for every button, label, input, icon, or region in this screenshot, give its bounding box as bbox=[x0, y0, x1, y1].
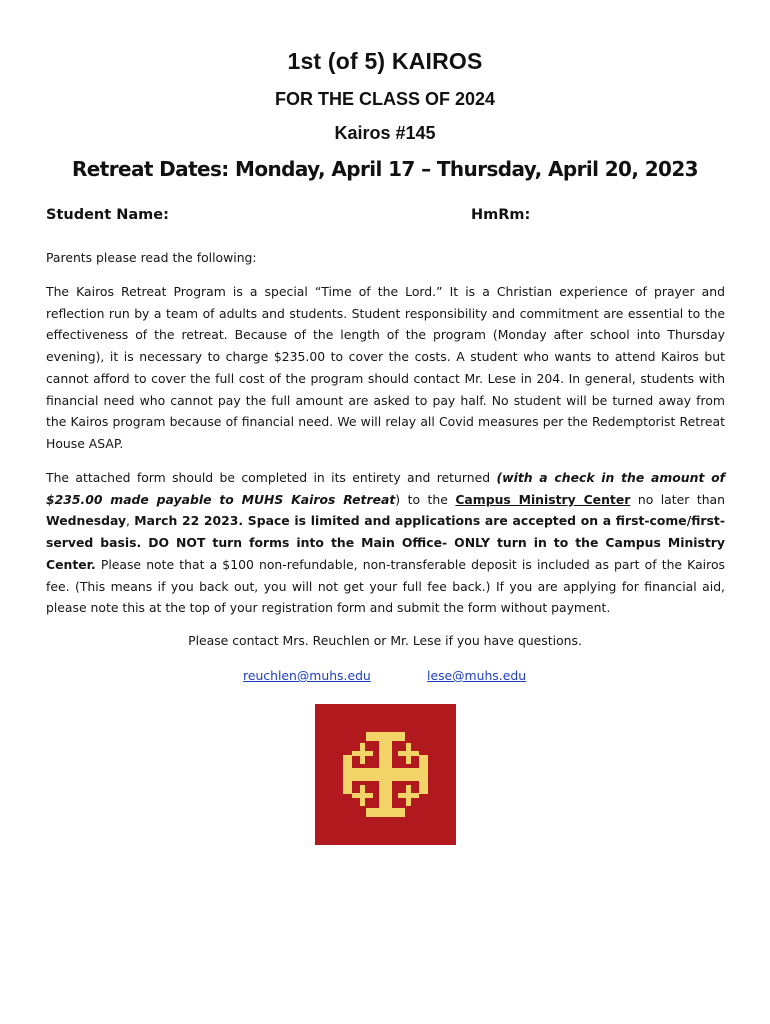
student-name-label: Student Name: bbox=[46, 207, 169, 223]
deposit-note: Please note that a $100 non-refundable, non-transferable deposit is included as part of the Kairos fee. (This means if you back out, you will not get your full fee back.) If you are applying for financial aid, please note this at the top of your registration form and submit the form without payment. bbox=[46, 556, 725, 616]
email-link-reuchlen[interactable]: reuchlen@muhs.edu bbox=[243, 668, 371, 683]
instructions-text: ) to the bbox=[395, 491, 456, 507]
program-description-paragraph: The Kairos Retreat Program is a special “Time of the Lord.” It is a Christian experience of prayer and reflection run by a team of adults and students. Student responsibility and commitment are essential to the effectiveness of the retreat. Because of the length of the program (Monday after school into Thursday evening), it is necessary to charge $235.00 to cover the costs. A student who wants to attend Kairos but cannot afford to cover the full cost of the program should contact Mr. Lese in 204. In general, students with financial need who cannot pay the full amount are asked to pay half. No student will be turned away from the Kairos program because of financial need. We will relay all Covid measures per the Redemptorist Retreat House ASAP. bbox=[46, 284, 725, 451]
class-subtitle: FOR THE CLASS OF 2024 bbox=[274, 89, 496, 109]
submission-instructions-paragraph bbox=[46, 467, 725, 619]
intro-text: Parents please read the following: bbox=[46, 250, 257, 265]
instructions-text: , bbox=[126, 513, 135, 529]
campus-ministry-center: Campus Ministry Center bbox=[455, 491, 631, 507]
kairos-logo bbox=[315, 704, 456, 845]
instructions-text: no later than bbox=[630, 491, 725, 507]
deadline-day: Wednesday bbox=[46, 513, 127, 529]
homeroom-label: HmRm: bbox=[471, 207, 531, 223]
instructions-text: The attached form should be completed in its entirety and returned bbox=[46, 470, 497, 485]
page-title: 1st (of 5) KAIROS bbox=[287, 48, 483, 74]
check-amount-note: (with a check in the amount of $235.00 made payable to MUHS Kairos Retreat bbox=[46, 470, 726, 507]
contact-line: Please contact Mrs. Reuchlen or Mr. Lese if you have questions. bbox=[188, 633, 582, 648]
retreat-dates: Retreat Dates: Monday, April 17 – Thursday, April 20, 2023 bbox=[72, 157, 698, 181]
email-link-lese[interactable]: lese@muhs.edu bbox=[427, 668, 527, 683]
jerusalem-cross-icon bbox=[315, 704, 456, 845]
deadline-and-rules: March 22 2023. Space is limited and applications are accepted on a first-come/first-served basis. DO NOT turn forms into the Main Office- ONLY turn in to the Campus Ministry Center. bbox=[46, 513, 725, 572]
kairos-number: Kairos #145 bbox=[334, 123, 436, 143]
